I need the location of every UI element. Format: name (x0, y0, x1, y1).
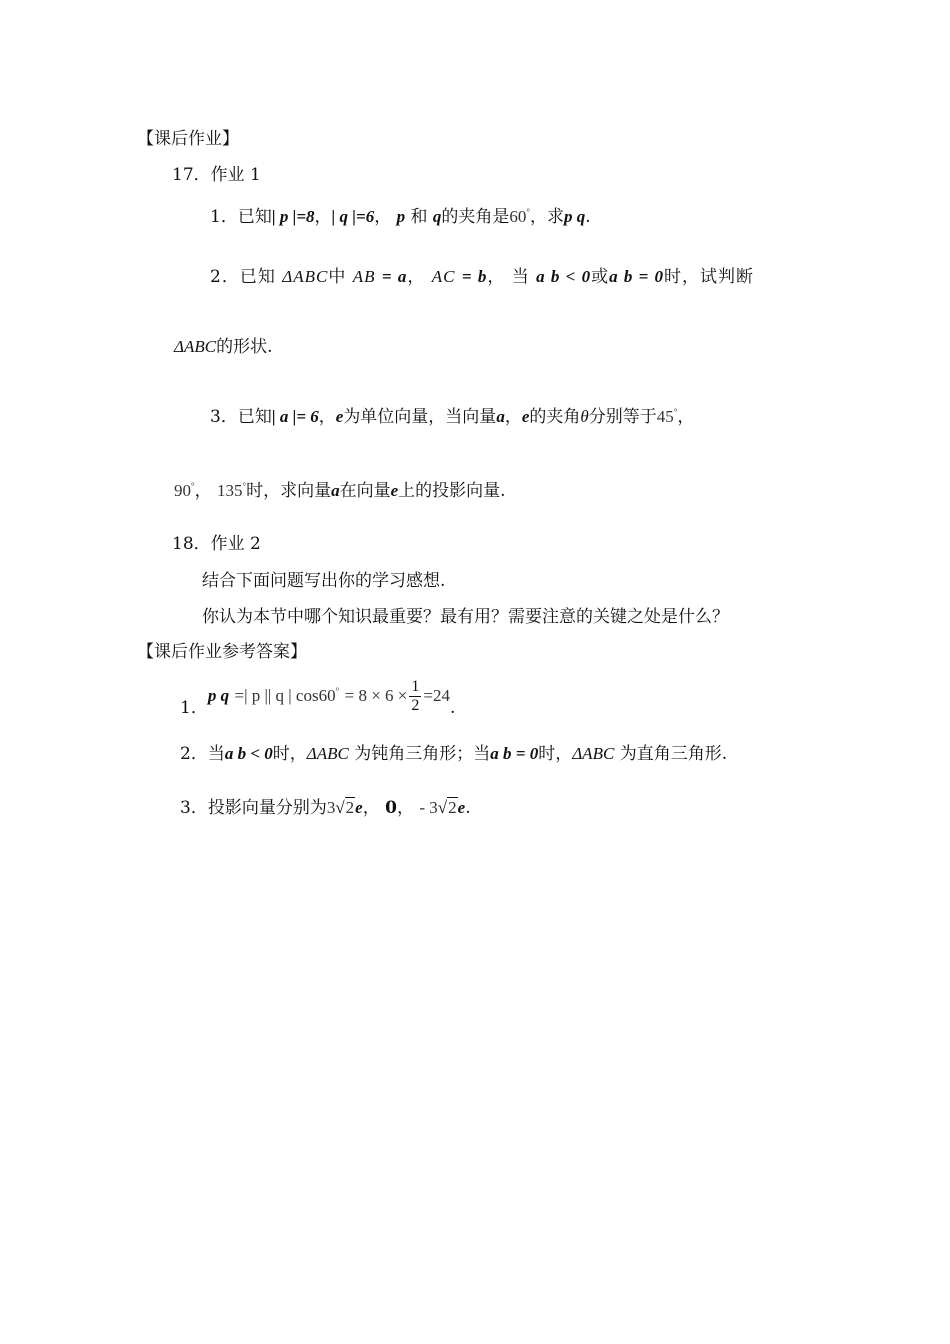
fraction-one-half: $\frac{1}{2}$ (411, 678, 420, 714)
projection-value-3: - 3√2 (419, 798, 457, 817)
hw17-question-3-cont: 90°， 135°时，求向量a在向量e上的投影向量. (174, 481, 506, 501)
hw18-line-1: 结合下面问题写出你的学习感想. (202, 571, 446, 591)
answers-heading: 【课后作业参考答案】 (137, 642, 307, 662)
hw17-question-2: 2．已知 ΔABC中 AB = a， AC = b， 当 a b < 0或a b = 0时，试判断 (210, 267, 755, 287)
hw17-question-2-cont: ΔABC的形状. (174, 337, 273, 357)
hw18-line-2: 你认为本节中哪个知识最重要？最有用？需要注意的关键之处是什么？ (202, 607, 729, 627)
projection-value-1: 3√2 (326, 798, 355, 817)
answer-2: 2．当a b < 0时，ΔABC 为钝角三角形；当a b = 0时，ΔABC 为直角三角形. (180, 744, 728, 764)
answer-1: 1．p q =| p || q | cos60° = 8 × 6 × $\frac{1}{2}$ =24. (180, 678, 456, 718)
answer-3: 3．投影向量分别为3√2e， 0， - 3√2e. (180, 798, 471, 818)
hw17-title: 17．作业 1 (172, 165, 261, 185)
hw17-question-3: 3．已知| a |= 6，e为单位向量，当向量a，e的夹角θ分别等于45°， (210, 407, 695, 427)
homework-heading: 【课后作业】 (137, 129, 239, 149)
hw17-question-1: 1．已知| p |=8，| q |=6， p 和 q的夹角是60°，求p q. (210, 207, 591, 227)
hw18-title: 18．作业 2 (172, 534, 261, 554)
